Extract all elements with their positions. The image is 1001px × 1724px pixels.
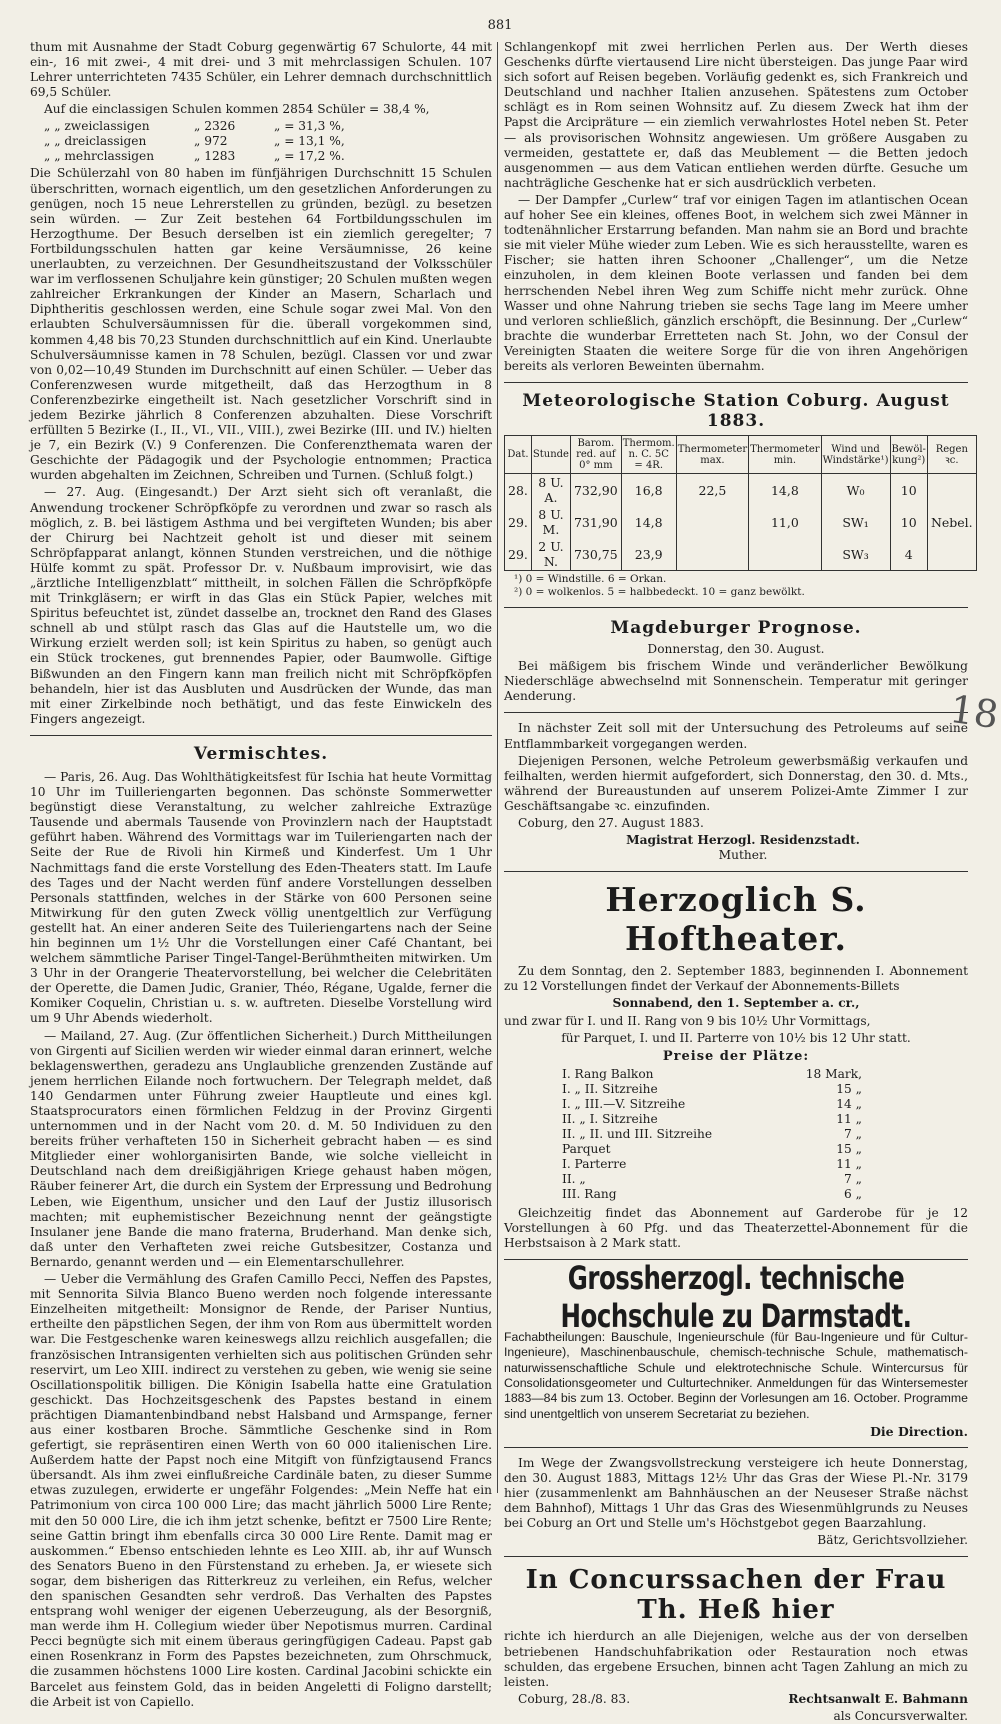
column-divider bbox=[497, 42, 498, 1493]
page-number: 881 bbox=[487, 18, 513, 33]
petroleum-notice-2: Diejenigen Personen, welche Petroleum gewerbsmäßig verkaufen und feilhalten, werden hiermit aufgefordert, sich Donnerstag, den 30. d. Mts., während der Bureaustunden auf unserem Polizei-Amte Zimmer I zur Geschäftsangabe ꝛc. einzufinden. bbox=[504, 753, 968, 813]
petroleum-name: Muther. bbox=[718, 848, 768, 863]
right-column bbox=[504, 40, 973, 1723]
list-item: I. „ II. Sitzreihe 15 „ bbox=[562, 1081, 862, 1096]
section-rule bbox=[504, 607, 968, 608]
pecci-article-continued: Schlangenkopf mit zwei herrlichen Perlen aus. Der Werth dieses Geschenks dürfte viertausend Lire nicht übersteigen. Das junge Paar wird sich sofort auf Reisen begeben. Vorläufig gedenkt es, sich Frankreich und Deutschland und nachher Italien anzusehen. Spätestens zum October schlägt es in Rom seinen Wohnsitz auf. Zu diesem Zweck hat ihm der Papst die Arcipräture — ein ziemlich verwahrlostes Hotel neben St. Peter — als provisorischen Wohnsitz angewiesen. Um größere Ausgaben zu vermeiden, gestattete er, daß das Meublement — die Betten jedoch ausgenommen — aus dem Vatican entliehen werden dürfte. Gesuche um nachträgliche Geschenke hat er sich ausdrücklich verbeten. bbox=[504, 40, 968, 190]
school-stats-intro: Auf die einclassigen Schulen kommen 2854 Schüler = 38,4 %, bbox=[44, 102, 430, 117]
prices-heading: Preise der Plätze: bbox=[662, 1048, 810, 1064]
concurs-date-sig: Coburg, 28./8. 83. Rechtsanwalt E. Bahmann bbox=[518, 1691, 968, 1706]
hoftheater-title: Herzoglich S. Hoftheater. bbox=[605, 880, 867, 959]
petroleum-date: Coburg, den 27. August 1883. bbox=[518, 816, 704, 830]
darmstadt-title: Grossherzogl. technische Hochschule zu Darmstadt. bbox=[560, 1259, 912, 1335]
meteorological-title: Meteorologische Station Coburg. August 1883. bbox=[522, 391, 950, 432]
paris-article: — Paris, 26. Aug. Das Wohlthätigkeitsfest für Ischia hat heute Vormittag 10 Uhr im Tuilleriengarten begonnen. Das schönste Sommerwetter begünstigt diese Veranstaltung, zu welcher zahlreiche Extrazüge Tausende und abermals Tausende von Provinzlern nach der Hauptstadt geführt haben. Während des Vormittags war im Tuileriengarten nach der Seite der Rue de Rivoli hin Kirmeß und Kinderfest. Um 1 Uhr Nachmittags fand die erste Vorstellung des Eden-Theaters statt. Im Laufe des Tages und der Nacht werden fünf andere Vorstellungen desselben Personals stattfinden, welches in der Stärke von 600 Personen seine Mitwirkung für den guten Zweck völlig unentgeltlich zur Verfügung gestellt hat. An einer anderen Seite des Tuileriengartens nach der Seine hin beginnen um 1½ Uhr die Vorstellungen einer Café Chantant, bei welchem sämmtliche Pariser Tingel-Tangel-Berühmtheiten mitwirken. Um 3 Uhr in der Orangerie Theatervorstellung, bei welcher die Celebritäten der Operette, die Damen Judic, Granier, Théo, Régane, Ugalde, ferner die Komiker Coquelin, Christian u. s. w. auftreten. Dieselbe Vorstellung wird um 9 Uhr Abends wiederholt. bbox=[30, 769, 492, 1026]
list-item: III. Rang 6 „ bbox=[562, 1186, 862, 1201]
concurs-role: als Concursverwalter. bbox=[833, 1708, 968, 1723]
list-item: I. „ III.—V. Sitzreihe 14 „ bbox=[562, 1096, 862, 1111]
concurs-text: richte ich hierdurch an alle Diejenigen, welche aus der von derselben betriebenen Handschuhfabrikation oder Restauration noch etwas schulden, das ergebene Ersuchen, binnen acht Tagen Zahlung an mich zu leisten. bbox=[504, 1629, 968, 1689]
list-item: I. Parterre 11 „ bbox=[562, 1156, 862, 1171]
list-item: I. Rang Balkon 18 Mark, bbox=[562, 1066, 862, 1081]
price-list bbox=[562, 1067, 862, 1202]
theater-time-2: für Parquet, I. und II. Parterre von 10½ bis 12 Uhr statt. bbox=[561, 1030, 911, 1045]
wind-footnote: ¹) 0 = Windstille. 6 = Orkan. bbox=[514, 573, 667, 586]
section-rule bbox=[504, 1447, 968, 1448]
concurs-title: In Concurssachen der Frau Th. Heß hier bbox=[525, 1565, 947, 1626]
curlew-article: — Der Dampfer „Curlew“ traf vor einigen Tagen im atlantischen Ocean auf hoher See ein kleines, offenes Boot, in welchem sich zwei Männer in todtenähnlicher Erstarrung befanden. Man nahm sie an Bord und brachte sie mit vieler Mühe wieder zum Leben. Wie es sich herausstellte, waren es Fischer; sie hatten ihren Schooner „Challenger“, um die Netze einzuholen, in dem kleinen Boote verlassen und fanden bei dem herrschenden Nebel ihren Weg zum Schiffe nicht mehr zurück. Ohne Wasser und ohne Nahrung trieben sie sechs Tage lang im Meere umher und verloren schließlich, gänzlich erschöpft, die Besinnung. Der „Curlew“ brachte die wunderbar Erretteten nach St. John, wo der Consul der Vereinigten Staaten die weitere Sorge für die von ihren Angehörigen bereits als verloren Beweinten übernahm. bbox=[504, 192, 968, 373]
list-item: II. „ II. und III. Sitzreihe 7 „ bbox=[562, 1126, 862, 1141]
table-row: 29. 2 U. N. 730,75 23,9 SW₃ 4 bbox=[505, 538, 977, 571]
table-row: 28. 8 U. A. 732,90 16,8 22,5 14,8 W₀ 10 bbox=[505, 474, 977, 507]
margin-pencil-mark: 18 bbox=[946, 686, 1001, 738]
schroepfkoepfe-article: — 27. Aug. (Eingesandt.) Der Arzt sieht sich oft veranlaßt, die Anwendung trockener Schröpfköpfe zu verordnen und zwar so rasch als möglich, z. B. bei lästigem Asthma und bei vergifteten Wunden; bis aber der Chirurg bei Nachtzeit geholt ist und dieser mit seinem Schröpfapparat anlangt, können Stunden verstreichen, und die nöthige Hülfe kommt zu spät. Professor Dr. v. Nußbaum improvisirt, wie das „ärztliche Intelligenzblatt“ mittheilt, in solchen Fällen die Schröpfköpfe mit Trinkgläsern; er wirft in das Glas ein Stück Papier, welches mit Spiritus befeuchtet ist, zündet dasselbe an, trocknet den Rand des Glases schnell ab und stülpt rasch das Glas auf die Hautstelle um, wo die Wirkung erzielt werden soll; ist kein Spiritus zu haben, so genügt auch ein Stück trockenes, gut brennendes Papier, oder Baumwolle. Giftige Bißwunden an den Fingern kann man freilich nicht mit Schröpfköpfen behandeln, hier ist das Ausbluten und Ausdrücken der Wunde, das man mit einer Zirkelbinde noch bethätigt, und das feste Einwickeln des Fingers angezeigt. bbox=[30, 485, 492, 726]
prognose-title: Magdeburger Prognose. bbox=[610, 618, 862, 639]
list-item: II. „ 7 „ bbox=[562, 1171, 862, 1186]
petroleum-notice: In nächster Zeit soll mit der Untersuchung des Petroleums auf seine Entflammbarkeit vorgegangen werden. bbox=[504, 721, 968, 751]
pecci-article: — Ueber die Vermählung des Grafen Camillo Pecci, Neffen des Papstes, mit Sennorita Silvia Blanco Bueno werden noch folgende interessante Einzelheiten mitgetheilt: Monsignor de Rende, der Pariser Nuntius, ertheilte den päpstlichen Segen, der ihm von Rom aus übermittelt worden war. Die Festgeschenke waren keineswegs allzu reichlich ausgefallen; die französischen Intransigenten verhielten sich aus politischen Gründen sehr reservirt, um Leo XIII. indirect zu verstehen zu geben, wie wenig sie seine Oscillationspolitik billigen. Die Königin Isabella hatte eine Gratulation geschickt. Das Hochzeitsgeschenk des Papstes bestand in einem prächtigen Diamantenbindband nebst Halsband und Armspange, ferner aus einer kostbaren Broche. Sämmtliche Geschenke sind in Rom gefertigt, sie repräsentiren einen Werth von 60 000 italienischen Lire. Außerdem hatte der Papst noch eine Mitgift von fünfzigtausend Francs übersandt. Als ihm zwei einflußreiche Cardinäle baten, zu dieser Summe etwas zuzulegen, erwiderte er ungefähr Folgendes: „Mein Neffe hat ein Patrimonium von circa 100 000 Lire; das macht jährlich 5000 Lire Rente; mit den 50 000 Lire, die ich ihm jetzt schenke, befitzt er 7500 Lire Rente; seine Gattin bringt ihm ebenfalls circa 30 000 Lire Rente. Damit mag er auskommen.“ Ebenso entschieden lehnte es Leo XIII. ab, ihr auf Wunsch des Senators Bueno in den Fürstenstand zu erheben. Ja, er wiesete sich sogar, dem bisherigen das Ritterkreuz zu verleihen, ein Refus, welcher den spanischen Gesandten sehr verdroß. Das Verhalten des Papstes entsprang wohl weniger der eigenen Ueberzeugung, als der Besorgniß, man werde ihm H. Collegium wieder über Nepotismus murren. Cardinal Pecci begnügte sich mit einem überaus geringfügigen Cadeau. Papst gab einen Rosenkranz in Form des Papstes bezeichneten, zum Ohrschmuck, die zusammen höchstens 1000 Lire kosten. Cardinal Jacobini schickte ein Barcelet aus feinstem Gold, das in beiden Angeletti di Foligno darstellt; die Arbeit ist von Capiello. bbox=[30, 1272, 492, 1709]
left-column bbox=[30, 40, 492, 1709]
section-rule bbox=[504, 382, 968, 383]
weather-header-row: Dat. Stunde Barom. red. auf 0° mm Thermom. n. C. 5C = 4R. Thermometer max. Thermometer min. Wind und Windstärke¹) Bewöl- kung²) Regen ꝛc. bbox=[505, 436, 977, 474]
school-stats-table bbox=[44, 119, 492, 164]
prognose-text: Bei mäßigem bis frischem Winde und veränderlicher Bewölkung Niederschläge abwechselnd mit Sonnenschein. Temperatur mit geringer Aenderung. bbox=[504, 659, 968, 704]
auction-notice: Im Wege der Zwangsvollstreckung versteigere ich heute Donnerstag, den 30. August 1883, Mittags 12½ Uhr das Gras der Wiese Pl.-Nr. 3179 hier (zusammenlenkt am Bahnhäuschen an der Neuseser Straße nächst dem Bahnhof), Mittags 1 Uhr das Gras des Wiesenmühlgrunds zu Neuses bei Coburg an Ort und Stelle um's Höchstgebot gegen Baarzahlung. bbox=[504, 1455, 968, 1531]
prognose-date: Donnerstag, den 30. August. bbox=[647, 642, 825, 657]
school-report-para: thum mit Ausnahme der Stadt Coburg gegenwärtig 67 Schulorte, 44 mit ein-, 16 mit zwei-, 4 mit drei- und 3 mit mehrclassigen Schulen. 107 Lehrer unterrichteten 7435 Schüler, ein Lehrer demnach durchschnittlich 69,5 Schüler. bbox=[30, 40, 492, 100]
section-rule bbox=[30, 735, 492, 736]
vermischtes-heading: Vermischtes. bbox=[193, 743, 329, 764]
theater-sale-date: Sonnabend, den 1. September a. cr., bbox=[612, 996, 860, 1011]
section-rule bbox=[504, 871, 968, 872]
school-report-continued: Die Schülerzahl von 80 haben im fünfjährigen Durchschnitt 15 Schulen überschritten, wornach eigentlich, um den gesetzlichen Anforderungen zu genügen, noch 15 neue Lehrerstellen zu gründen, bezügl. zu besetzen sein würden. — Zur Zeit bestehen 64 Fortbildungsschulen im Herzogthume. Der Besuch derselben ist ein ziemlich geregelter; 7 Fortbildungsschulen hatten gar keine Versäumnisse, 26 keine unerlaubten, zu verzeichnen. Der Gesundheitszustand der Volksschüler war im verflossenen Schuljahre kein günstiger; 20 Schulen mußten wegen zahlreicher Erkrankungen der Kinder an Masern, Scharlach und Diphtheritis geschlossen werden, eine Schule sogar zwei Mal. Von den erlaubten Schulversäumnissen für die. überall vorgekommen sind, kommen 4,48 bis 70,23 Stunden durchschnittlich auf ein Kind. Unerlaubte Schulversäumnisse kamen in 78 Schulen, bezügl. Classen vor und zwar von 0,02—10,49 Stunden im Durchschnitt auf einen Schüler. — Ueber das Conferenzwesen wurde mitgetheilt, daß das Herzogthum in 8 Conferenzbezirke eingetheilt ist. Nach gesetzlicher Vorschrift sind in jedem Bezirke jährlich 8 Conferenzen abzuhalten. Diese Vorschrift erfüllten 5 Bezirke (I., II., VI., VII., VIII.), zwei Bezirke (III. und IV.) hielten je 7, ein Bezirk (V.) 9 Conferenzen. Die Conferenzthemata waren der Geschichte der Pädagogik und der Psychologie entnommen; Practica wurden abgehalten im Zeichnen, Schreiben und Turnen. (Schluß folgt.) bbox=[30, 166, 492, 483]
mailand-article: — Mailand, 27. Aug. (Zur öffentlichen Sicherheit.) Durch Mittheilungen von Girgenti auf Sicilien werden wir wieder einmal daran erinnert, welche beklagenswerthen, geradezu ans Unglaubliche grenzenden Zustände auf jenem herrlichen Eilande noch fortwuchern. Der Telegraph meldet, daß 140 Gendarmen unter Führung zweier Hauptleute und eines kgl. Staatsprocurators einen förmlichen Feldzug in der Provinz Girgenti unternommen und in der Nacht vom 20. d. M. 50 Individuen zu den bereits früher verhafteten 150 in Sicherheit gebracht haben — es sind Mitglieder einer wohlorganisirten Bande, wie solche vielleicht in Deutschland nach dem dreißigjährigen Kriege gehaust haben mögen, Räuber feinerer Art, die durch ein System der Erpressung und Bedrohung Leben, wie Eigenthum, unsicher und den Lauf der Justiz illusorisch machten; mit euphemistischer Bezeichnung nennt der geängstigte Insulaner jene Bande die mano fraterna, Bruderhand. Man denke sich, daß unter den Verhafteten zwei reiche Gutsbesitzer, Costanza und Bernardo, genannt werden und — ein Elementarschullehrer. bbox=[30, 1028, 492, 1269]
stats-row: „ „ zweiclassigen „ 2326 „ = 31,3 %, bbox=[44, 119, 345, 134]
stats-row: „ „ dreiclassigen „ 972 „ = 13,1 %, bbox=[44, 134, 345, 149]
theater-time-1: und zwar für I. und II. Rang von 9 bis 10½ Uhr Vormittags, bbox=[504, 1013, 871, 1028]
section-rule bbox=[504, 1556, 968, 1557]
section-rule bbox=[504, 712, 968, 713]
theater-notice: Zu dem Sonntag, den 2. September 1883, beginnenden I. Abonnement zu 12 Vorstellungen findet der Verkauf der Abonnements-Billets bbox=[504, 964, 968, 994]
list-item: II. „ I. Sitzreihe 11 „ bbox=[562, 1111, 862, 1126]
weather-table bbox=[504, 435, 977, 571]
cloud-footnote: ²) 0 = wolkenlos. 5 = halbbedeckt. 10 = ganz bewölkt. bbox=[514, 586, 805, 599]
stats-row: „ „ mehrclassigen „ 1283 „ = 17,2 %. bbox=[44, 149, 345, 164]
table-row: 29. 8 U. M. 731,90 14,8 11,0 SW₁ 10 Nebel. bbox=[505, 506, 977, 538]
list-item: Parquet 15 „ bbox=[562, 1141, 862, 1156]
auction-signature: Bätz, Gerichtsvollzieher. bbox=[817, 1533, 968, 1548]
garderobe-notice: Gleichzeitig findet das Abonnement auf Garderobe für je 12 Vorstellungen à 60 Pfg. und das Theaterzettel-Abonnement für die Herbstsaison à 2 Mark statt. bbox=[504, 1205, 968, 1250]
darmstadt-text: Fachabtheilungen: Bauschule, Ingenieurschule (für Bau-Ingenieure und für Cultur-Ingenieure), Maschinenbauschule, chemisch-technische Schule, mathematisch-naturwissenschaftliche Schule und elektrotechnische Schule. Wintercursus für Consolidationsgeometer und Culturtechniker. Anmeldungen für das Wintersemester 1883—84 bis zum 13. October. Beginn der Vorlesungen am 16. October. Programme sind unentgeltlich von unserem Secretariat zu beziehen. bbox=[504, 1330, 968, 1421]
petroleum-signature: Magistrat Herzogl. Residenzstadt. bbox=[626, 833, 860, 848]
darmstadt-signature: Die Direction. bbox=[870, 1423, 968, 1439]
